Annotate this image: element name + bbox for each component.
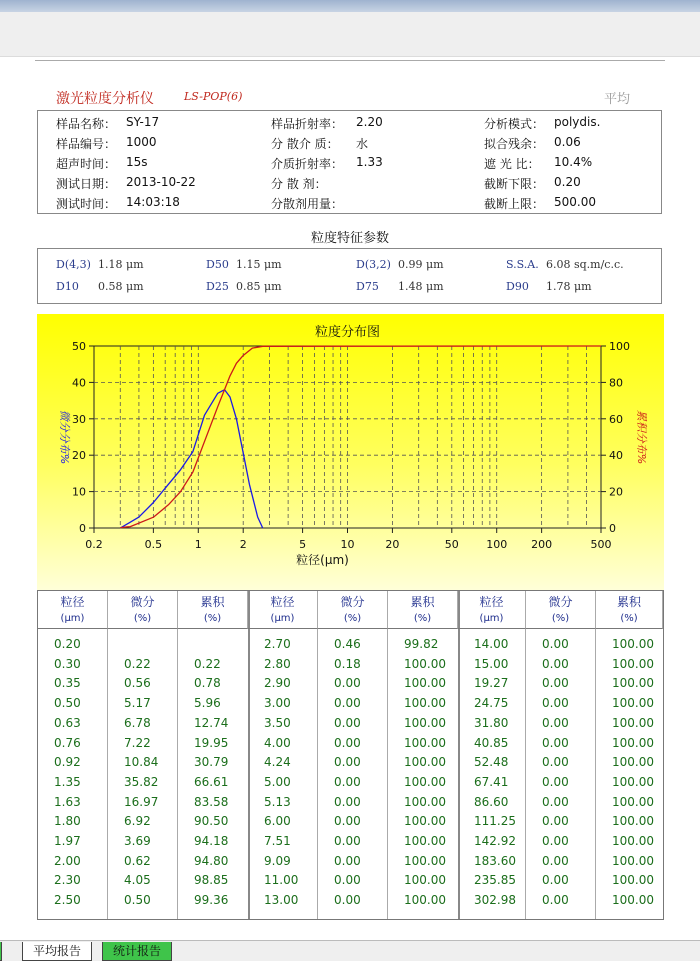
table-cell: 0.22 (194, 656, 221, 671)
table-cell: 0.00 (542, 676, 569, 691)
table-cell: 100.00 (612, 794, 654, 809)
column-header-unit: (%) (133, 613, 152, 624)
table-cell: 66.61 (194, 774, 229, 789)
table-cell: 100.00 (404, 656, 446, 671)
table-cell: 0.00 (334, 715, 361, 730)
table-cell: 0.00 (334, 834, 361, 848)
table-cell: 5.96 (194, 696, 221, 711)
table-cell: 19.95 (194, 735, 229, 750)
param-key: D25 (206, 280, 229, 293)
table-cell: 0.00 (334, 794, 361, 809)
table-cell: 100.00 (612, 656, 654, 671)
size-table (37, 590, 664, 920)
table-cell: 5.13 (264, 794, 291, 809)
table-cell: 100.00 (612, 715, 654, 730)
table-cell: 0.78 (194, 676, 221, 691)
column-header (108, 591, 178, 629)
table-cell: 0.00 (334, 853, 361, 868)
x-tick-label: 1 (194, 538, 202, 551)
y-left-tick-label: 10 (72, 485, 86, 499)
column-header-title: 累积 (616, 595, 641, 609)
x-tick-label: 2 (239, 538, 247, 551)
param-key: D10 (56, 280, 79, 293)
table-cell: 100.00 (612, 774, 654, 789)
column-divider (317, 629, 318, 919)
table-cell: 100.00 (404, 814, 446, 829)
table-cell: 1.35 (54, 774, 81, 789)
table-cell: 0.00 (334, 774, 361, 789)
column-header (458, 591, 526, 629)
param-key-wrap (356, 280, 379, 293)
column-header (38, 591, 108, 629)
table-cell: 100.00 (612, 893, 654, 908)
column-header (178, 591, 248, 629)
table-cell: 0.00 (542, 637, 569, 651)
param-key: D50 (206, 258, 229, 271)
table-cell: 19.27 (474, 676, 509, 691)
table-cell: 0.22 (124, 656, 151, 671)
cumulative-distribution-line (120, 346, 601, 528)
table-cell: 7.51 (264, 834, 291, 848)
y-right-tick-label: 80 (609, 376, 623, 390)
column-header-title: 粒径 (60, 595, 85, 609)
table-cell: 99.36 (194, 893, 229, 908)
table-cell: 100.00 (404, 834, 446, 848)
tab-average-report[interactable]: 平均报告 (22, 942, 92, 961)
table-cell: 30.79 (194, 755, 229, 770)
table-cell: 15.00 (474, 656, 509, 671)
table-cell: 24.75 (474, 696, 509, 711)
column-header-unit: (%) (413, 613, 432, 624)
table-cell: 0.00 (542, 814, 569, 829)
info-label: 介质折射率： (271, 157, 344, 171)
table-cell: 2.90 (264, 676, 291, 691)
info-value: 10.4% (554, 155, 593, 169)
info-value: 水 (356, 137, 369, 151)
table-cell: 0.00 (542, 873, 569, 888)
x-tick-label: 10 (340, 538, 355, 551)
table-cell: 16.97 (124, 794, 159, 809)
column-header (526, 591, 596, 629)
param-key: D(3,2) (356, 258, 391, 271)
toolbar (0, 12, 700, 57)
table-cell: 0.35 (54, 676, 81, 691)
table-cell: 0.30 (54, 656, 81, 671)
column-header-title: 累积 (200, 595, 225, 609)
table-cell: 0.00 (542, 755, 569, 770)
table-cell: 0.00 (334, 696, 361, 711)
table-cell: 0.00 (542, 853, 569, 868)
info-label: 截断上限： (484, 197, 545, 211)
info-value: polydis. (554, 115, 601, 129)
column-header-title: 微分 (130, 595, 155, 609)
column-header-unit: (μm) (60, 613, 85, 624)
table-cell: 7.22 (124, 735, 151, 750)
window-title-bar (0, 0, 700, 12)
table-cell: 0.56 (124, 676, 151, 691)
table-cell: 40.85 (474, 735, 509, 750)
table-cell: 94.80 (194, 853, 229, 868)
column-header (248, 591, 318, 629)
table-cell: 52.48 (474, 755, 509, 770)
column-header-title: 粒径 (270, 595, 295, 609)
param-key-wrap (506, 280, 529, 293)
info-label: 测试时间： (56, 197, 117, 211)
table-cell: 83.58 (194, 794, 229, 809)
table-cell: 100.00 (612, 735, 654, 750)
column-header-unit: (μm) (270, 613, 295, 624)
column-divider (525, 629, 526, 919)
params-box (37, 248, 662, 304)
info-value: 2.20 (356, 115, 383, 129)
table-cell: 98.85 (194, 873, 229, 888)
sample-info-box (37, 110, 662, 214)
table-cell: 0.62 (124, 853, 151, 868)
info-label: 分 散 剂： (271, 177, 327, 191)
table-cell: 10.84 (124, 755, 159, 770)
param-value: 6.08 sq.m/c.c. (546, 258, 624, 271)
table-cell: 3.69 (124, 834, 151, 848)
param-value: 1.15 μm (236, 258, 282, 271)
report-tab-bar (0, 940, 700, 961)
table-cell: 6.78 (124, 715, 151, 730)
table-cell: 4.24 (264, 755, 291, 770)
y-left-tick-label: 20 (72, 449, 86, 463)
param-key: D90 (506, 280, 529, 293)
table-group (38, 591, 250, 919)
info-value: 1000 (126, 135, 157, 149)
table-cell: 11.00 (264, 873, 299, 888)
table-cell: 31.80 (474, 715, 509, 730)
info-label: 样品编号： (56, 137, 117, 151)
table-cell: 100.00 (404, 873, 446, 888)
table-cell: 100.00 (404, 893, 446, 908)
x-tick-label: 200 (531, 538, 553, 551)
table-cell: 6.00 (264, 814, 291, 829)
x-tick-label: 5 (299, 538, 307, 551)
info-label: 分 散介 质： (271, 137, 339, 151)
column-divider (387, 629, 388, 919)
param-key-wrap (506, 258, 539, 271)
column-header (318, 591, 388, 629)
table-cell: 0.18 (334, 656, 361, 671)
column-header-unit: (μm) (479, 613, 504, 624)
table-cell: 0.00 (542, 774, 569, 789)
table-cell: 6.92 (124, 814, 151, 829)
param-value: 0.58 μm (98, 280, 144, 293)
table-cell: 2.70 (264, 637, 291, 651)
table-cell: 100.00 (404, 853, 446, 868)
table-cell: 3.50 (264, 715, 291, 730)
y-left-tick-label: 50 (72, 340, 86, 353)
table-cell: 0.00 (542, 834, 569, 848)
table-cell: 0.00 (542, 735, 569, 750)
table-cell: 0.76 (54, 735, 81, 750)
table-cell: 94.18 (194, 834, 229, 848)
table-cell: 99.82 (404, 637, 439, 651)
info-value: 1.33 (356, 155, 383, 169)
table-cell: 4.00 (264, 735, 291, 750)
param-key: D(4,3) (56, 258, 91, 271)
info-value: 500.00 (554, 195, 596, 209)
column-divider (177, 629, 178, 919)
table-cell: 4.05 (124, 873, 151, 888)
table-cell: 2.30 (54, 873, 81, 888)
x-tick-label: 100 (486, 538, 508, 551)
table-cell: 100.00 (612, 696, 654, 711)
table-cell: 13.00 (264, 893, 299, 908)
info-label: 拟合残余： (484, 137, 545, 151)
table-cell: 0.00 (334, 676, 361, 691)
param-value: 1.78 μm (546, 280, 592, 293)
x-tick-label: 500 (590, 538, 612, 551)
table-cell: 0.00 (334, 814, 361, 829)
param-value: 1.48 μm (398, 280, 444, 293)
column-divider (107, 629, 108, 919)
table-cell: 100.00 (612, 814, 654, 829)
table-cell: 67.41 (474, 774, 509, 789)
y-right-tick-label: 40 (609, 449, 623, 463)
table-cell: 12.74 (194, 715, 229, 730)
table-group (458, 591, 663, 919)
table-cell: 2.80 (264, 656, 291, 671)
column-header-title: 累积 (410, 595, 435, 609)
table-cell: 0.00 (542, 794, 569, 809)
report-title: 激光粒度分析仪 (56, 91, 154, 107)
table-cell: 100.00 (612, 755, 654, 770)
table-cell: 235.85 (474, 873, 516, 888)
table-cell: 35.82 (124, 774, 159, 789)
x-tick-label: 0.5 (144, 538, 163, 551)
table-cell: 2.00 (54, 853, 81, 868)
param-key: D75 (356, 280, 379, 293)
info-label: 样品折射率： (271, 117, 344, 131)
table-cell: 14.00 (474, 637, 509, 651)
params-title: 粒度特征参数 (310, 231, 389, 246)
column-header-unit: (%) (203, 613, 222, 624)
column-header-title: 微分 (340, 595, 365, 609)
table-cell: 0.63 (54, 715, 81, 730)
table-cell: 100.00 (612, 873, 654, 888)
chart-title: 粒度分布图 (314, 325, 381, 340)
table-cell: 100.00 (404, 794, 446, 809)
info-value: 0.20 (554, 175, 581, 189)
table-cell: 9.09 (264, 853, 291, 868)
y-right-tick-label: 0 (609, 522, 616, 535)
table-cell: 183.60 (474, 853, 516, 868)
info-label: 测试日期： (56, 177, 117, 191)
table-cell: 100.00 (612, 637, 654, 651)
info-label: 分析模式： (484, 117, 545, 131)
table-cell: 100.00 (404, 696, 446, 711)
param-value: 0.85 μm (236, 280, 282, 293)
info-label: 样品名称： (56, 117, 117, 131)
info-value: 0.06 (554, 135, 581, 149)
param-value: 1.18 μm (98, 258, 144, 271)
table-cell: 100.00 (404, 735, 446, 750)
instrument-model: LS-POP(6) (184, 90, 243, 103)
y-left-tick-label: 40 (72, 376, 86, 390)
table-cell: 302.98 (474, 893, 516, 908)
table-cell: 0.00 (334, 893, 361, 908)
table-cell: 0.00 (542, 656, 569, 671)
x-tick-label: 20 (385, 538, 400, 551)
column-header-unit: (%) (551, 613, 570, 624)
table-cell: 1.63 (54, 794, 81, 809)
table-cell: 0.00 (542, 715, 569, 730)
info-label: 超声时间： (56, 157, 117, 171)
column-header-title: 粒径 (479, 595, 504, 609)
y-right-tick-label: 100 (609, 340, 630, 353)
param-key-wrap (56, 280, 79, 293)
table-cell: 2.50 (54, 893, 81, 908)
column-divider (595, 629, 596, 919)
x-tick-label: 50 (444, 538, 459, 551)
table-cell: 0.50 (54, 696, 81, 711)
param-key-wrap (356, 258, 391, 271)
column-header (388, 591, 458, 629)
table-cell: 3.00 (264, 696, 291, 711)
info-label: 遮 光 比： (484, 157, 540, 171)
table-cell: 100.00 (612, 834, 654, 848)
tab-statistics-report[interactable]: 统计报告 (102, 942, 172, 961)
table-cell: 1.80 (54, 814, 81, 829)
info-value: SY-17 (126, 115, 160, 129)
table-cell: 0.00 (334, 873, 361, 888)
page-divider (35, 60, 665, 61)
param-key-wrap (56, 258, 91, 271)
table-cell: 0.00 (542, 696, 569, 711)
param-key-wrap (206, 280, 229, 293)
distribution-chart (37, 314, 664, 590)
table-cell: 0.00 (542, 893, 569, 908)
table-cell: 111.25 (474, 814, 516, 829)
info-value: 14:03:18 (126, 195, 180, 209)
y-right-tick-label: 60 (609, 412, 623, 426)
column-header-unit: (%) (343, 613, 362, 624)
distribution-chart-svg (37, 314, 664, 590)
y-left-tick-label: 0 (79, 522, 86, 535)
y-right-tick-label: 20 (609, 485, 623, 499)
table-cell: 0.00 (334, 735, 361, 750)
table-cell: 1.97 (54, 834, 81, 848)
table-cell: 0.50 (124, 893, 151, 908)
table-cell: 0.00 (334, 755, 361, 770)
y-left-axis-label: 微分分布% (58, 409, 71, 465)
table-cell: 100.00 (612, 853, 654, 868)
param-key-wrap (206, 258, 229, 271)
table-cell: 100.00 (612, 676, 654, 691)
table-cell: 0.20 (54, 637, 81, 651)
param-value: 0.99 μm (398, 258, 444, 271)
column-header-unit: (%) (620, 613, 638, 624)
table-cell: 0.46 (334, 637, 361, 651)
info-value: 2013-10-22 (126, 175, 196, 189)
column-header-title: 微分 (548, 595, 573, 609)
table-group (248, 591, 460, 919)
tab-hidden-left[interactable] (0, 942, 2, 961)
table-cell: 86.60 (474, 794, 509, 809)
table-cell: 100.00 (404, 774, 446, 789)
table-cell: 0.92 (54, 755, 81, 770)
y-right-axis-label: 累积分布% (635, 409, 648, 465)
table-cell: 5.00 (264, 774, 291, 789)
column-header (596, 591, 663, 629)
report-type-label: 平均 (604, 92, 631, 107)
info-label: 截断下限： (484, 177, 545, 191)
table-cell: 142.92 (474, 834, 516, 848)
table-cell: 100.00 (404, 755, 446, 770)
table-cell: 90.50 (194, 814, 229, 829)
table-cell: 5.17 (124, 696, 151, 711)
y-left-tick-label: 30 (72, 412, 86, 426)
table-cell: 100.00 (404, 715, 446, 730)
info-label: 分散剂用量： (271, 197, 344, 211)
x-tick-label: 0.2 (85, 538, 103, 551)
x-axis-label: 粒径(μm) (296, 553, 349, 567)
info-value: 15s (126, 155, 148, 169)
param-key: S.S.A. (506, 258, 539, 271)
table-cell: 100.00 (404, 676, 446, 691)
